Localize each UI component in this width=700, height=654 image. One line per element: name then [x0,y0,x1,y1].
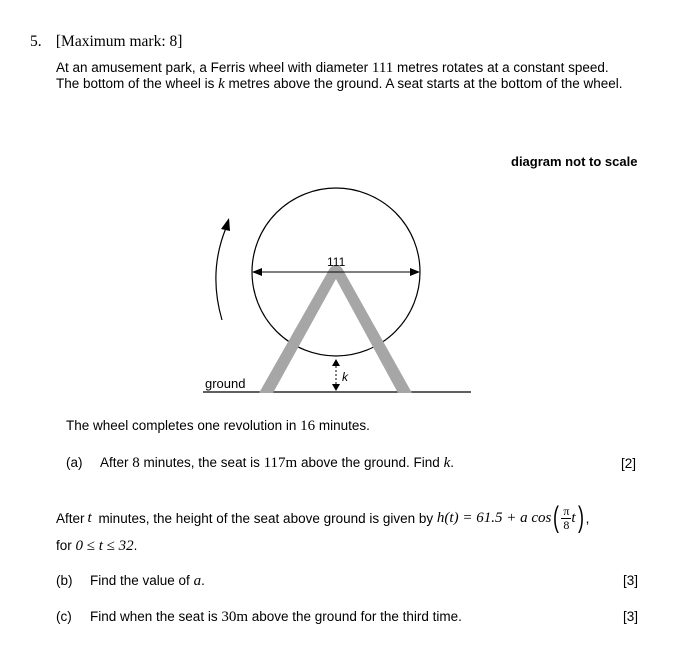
part-a-text: After [100,455,133,470]
rotation-arc [216,228,226,320]
part-b [56,573,205,590]
k-arrowhead-up [332,359,340,366]
part-a-unit: m [285,455,298,471]
domain-text: for [56,538,76,553]
part-b-variable: a [193,573,202,589]
diameter-label: 111 [327,255,346,269]
part-b-marks: [3] [623,573,639,588]
part-a-label: (a) [66,455,83,470]
close-paren: ) [577,501,584,534]
revolution-minutes: 16 [300,418,316,434]
part-a-marks: [2] [621,456,637,471]
part-b-label: (b) [56,573,73,588]
part-a-text: minutes, the seat is [139,455,264,470]
formula-text: minutes, the height of the seat above ground is given by [94,510,437,526]
domain-end: . [133,538,138,553]
k-label: k [342,370,348,384]
formula-end: , [585,510,590,526]
part-a [66,455,454,472]
part-c-marks: [3] [623,609,639,624]
intro-text: metres rotates at a constant speed. [393,60,609,75]
max-mark: [Maximum mark: 8] [55,33,183,50]
diagram-note: diagram not to scale [511,154,638,169]
part-b-text: . [201,573,205,588]
k-variable: k [218,76,225,92]
open-paren: ( [553,501,560,534]
left-leg [259,268,342,393]
intro-text: At an amusement park, a Ferris wheel with diameter [56,60,372,75]
k-arrowhead-down [332,384,340,391]
part-c-height: 30 [221,609,237,625]
domain-line [56,538,137,555]
t-variable: t [87,509,92,526]
diameter-arrowhead-right [410,268,420,276]
part-b-text: Find the value of [90,573,194,588]
formula-line [56,500,589,536]
formula-text: After [56,510,85,526]
part-a-height: 117 [263,455,286,471]
fraction [561,505,571,532]
question-number: 5. [30,33,42,50]
fraction-numerator: π [563,503,570,518]
height-function: h(t) = 61.5 + a cos [436,509,552,526]
part-a-text: above the ground. Find [297,455,444,470]
revolution-text: minutes. [315,418,370,433]
formula-t: t [571,509,576,526]
intro-text: metres above the ground. A seat starts at the bottom of the wheel. [224,76,623,91]
part-c-label: (c) [56,609,72,624]
part-a-variable: k [443,455,451,471]
diameter-arrowhead-left [252,268,262,276]
rotation-arrowhead [221,218,230,231]
part-c-text: Find when the seat is [90,609,222,624]
part-c [56,609,462,626]
revolution-statement [66,418,370,435]
part-c-text: above the ground for the third time. [248,609,462,624]
diameter-value: 111 [371,60,394,76]
ground-label: ground [205,376,246,391]
intro-text: The bottom of the wheel is [56,76,219,91]
part-a-minutes: 8 [132,455,140,471]
revolution-text: The wheel completes one revolution in [66,418,301,433]
domain-inequality: 0 ≤ t ≤ 32 [75,538,134,554]
fraction-denominator: 8 [563,517,570,532]
part-a-text: . [450,455,454,470]
part-c-unit: m [236,609,248,625]
